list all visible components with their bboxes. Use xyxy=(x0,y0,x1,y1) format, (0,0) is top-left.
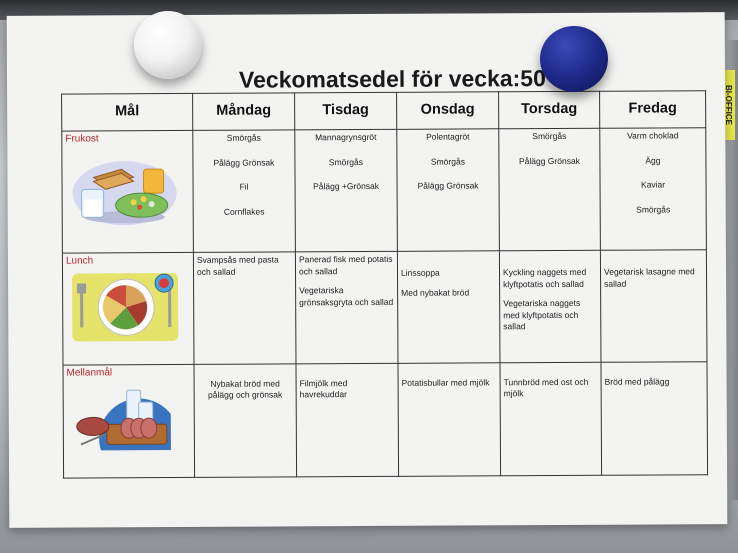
meal-cell-snack xyxy=(63,364,195,478)
column-header-wednesday: Onsdag xyxy=(397,92,499,130)
side-brand-label: BI-OFFICE xyxy=(721,70,735,140)
menu-item: Pålägg Grönsak xyxy=(518,155,580,167)
menu-item: Smörgås xyxy=(430,156,465,167)
menu-item: Kyckling naggets med klyftpotatis och sallad xyxy=(502,266,587,289)
menu-item: Vegetarisk lasagne med sallad xyxy=(603,266,695,289)
column-header-meal: Mål xyxy=(62,93,193,131)
menu-item: Smörgås xyxy=(636,204,671,215)
meal-cell-lunch xyxy=(62,252,194,364)
menu-cell xyxy=(295,130,398,252)
menu-cell xyxy=(499,129,601,251)
menu-item: Tunnbröd med ost och mjölk xyxy=(503,376,589,399)
meal-label: Mellanmål xyxy=(66,366,113,379)
menu-item: Potatisbullar med mjölk xyxy=(401,376,490,388)
column-header-tuesday: Tisdag xyxy=(295,92,397,130)
column-header-friday: Fredag xyxy=(600,91,706,129)
menu-item: Smörgås xyxy=(328,157,363,168)
menu-cell xyxy=(397,251,500,363)
menu-cell xyxy=(398,362,501,476)
menu-item: Linssoppa xyxy=(400,267,440,278)
menu-item: Bröd med pålägg xyxy=(604,375,670,387)
lunch-illustration xyxy=(70,269,180,352)
snack-illustration xyxy=(71,380,181,463)
weekly-menu-table xyxy=(61,90,708,478)
menu-item: Pålägg +Grönsak xyxy=(313,181,380,192)
menu-cell xyxy=(499,250,601,362)
column-header-monday: Måndag xyxy=(193,93,295,131)
menu-item: Nybakat bröd med pålägg och grönsak xyxy=(208,377,283,400)
menu-item: Med nybakat bröd xyxy=(401,287,470,298)
menu-item: Smörgås xyxy=(532,131,567,142)
table-row xyxy=(62,250,707,365)
menu-item: Vegetariska grönsaksgryta och sallad xyxy=(299,285,394,307)
menu-item: Mannagrynsgröt xyxy=(315,132,377,143)
menu-cell xyxy=(193,130,296,252)
menu-cell xyxy=(601,361,708,475)
menu-cell xyxy=(600,250,707,362)
header-row xyxy=(62,91,706,132)
menu-cell xyxy=(193,252,296,364)
menu-item: Pålägg Grönsak xyxy=(417,180,479,192)
menu-item: Fil xyxy=(239,182,249,193)
menu-item: Polentagröt xyxy=(426,131,470,143)
menu-sheet xyxy=(7,12,728,528)
menu-item: Svampsås med pasta och sallad xyxy=(196,254,279,277)
meal-cell-breakfast xyxy=(62,131,194,253)
menu-cell xyxy=(194,363,297,477)
menu-cell xyxy=(397,129,500,251)
menu-item: Varm choklad xyxy=(627,130,679,142)
table-row xyxy=(62,128,707,253)
menu-item: Cornflakes xyxy=(223,206,265,217)
table-row xyxy=(63,361,708,478)
blue-magnet xyxy=(540,26,608,92)
white-magnet xyxy=(134,11,202,79)
menu-cell xyxy=(600,128,707,250)
menu-title: Veckomatsedel för vecka:50 xyxy=(238,65,546,93)
menu-item: Filmjölk med havrekuddar xyxy=(299,377,348,400)
breakfast-illustration xyxy=(69,147,179,230)
meal-label: Frukost xyxy=(65,133,99,146)
menu-item: Smörgås xyxy=(226,133,261,144)
menu-cell xyxy=(296,363,399,477)
menu-item: Pålägg Grönsak xyxy=(213,157,275,168)
menu-item: Kaviar xyxy=(640,179,666,191)
column-header-thursday: Torsdag xyxy=(499,91,600,129)
meal-label: Lunch xyxy=(65,255,94,267)
menu-item: Ägg xyxy=(645,155,661,166)
menu-cell xyxy=(295,251,398,363)
menu-cell xyxy=(500,362,602,476)
menu-item: Panerad fisk med potatis och sallad xyxy=(298,253,393,276)
menu-item: Vegetariska naggets med klyftpotatis och sallad xyxy=(503,297,581,332)
